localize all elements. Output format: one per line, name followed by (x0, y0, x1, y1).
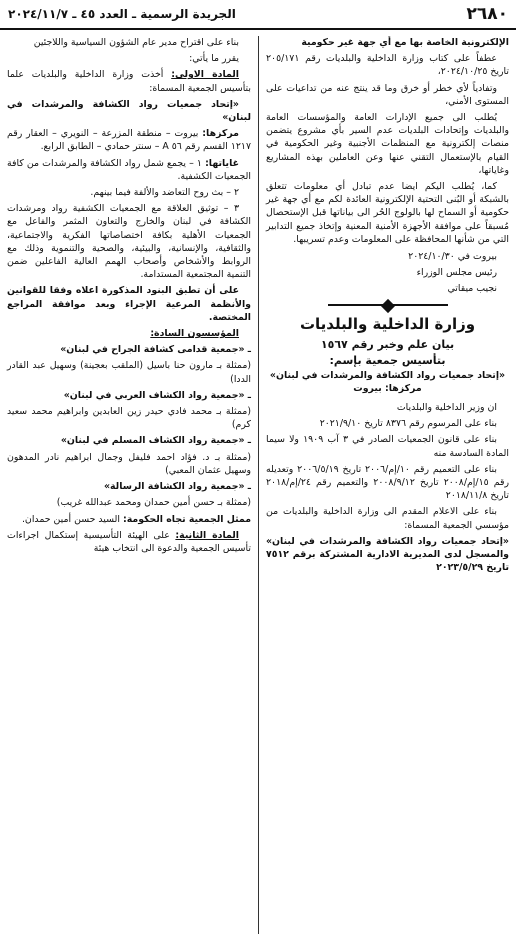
paragraph: بناء على المرسوم رقم ٨٣٧٦ تاريخ ٢٠٢١/٩/١٠ (319, 418, 497, 430)
article-text: أخذت وزارة الداخلية والبلديات علما بتأسيس الجمعية المسماة: (7, 69, 251, 94)
ministry-title: وزارة الداخلية والبلديات (299, 314, 476, 333)
founder-name: ـ «جمعية رواد الكشاف المسلم في لبنان» (60, 435, 251, 447)
founder-name: ـ «جمعية قدامى كشافة الجراح في لبنان» (60, 344, 251, 356)
paragraph: بناء على قانون الجمعيات الصادر في ٣ آب ١٩٠٩ ولا سيما المادة السادسة منه (266, 434, 509, 459)
section-divider (266, 304, 509, 306)
goal-item: ٣ – توثيق العلاقة مع الجمعيات الكشفية رواد ومرشدات الكشافة في لبنان والخارج والتعاون المثمر والفاعل مع الجمعيات الأهلية بكافة اختصاصاتها الفكرية والاجتماعية، والثقافية، والإنسانية، والبيئية، والصحية والتنموية وذلك مع الروابط والأشخاص وأصحاب الهمم العالية الفاعلين ضمن التنمية المجتمعية المستدامة. (7, 203, 251, 281)
issue-line: الجريدة الرسمية ـ العدد ٤٥ ـ ٢٠٢٤/١١/٧ (8, 7, 236, 21)
founders-label: المؤسسون السادة: (150, 328, 239, 340)
association-name: «إتحاد جمعيات رواد الكشافة والمرشدات في لبنان» مركزها: بيروت (269, 369, 506, 394)
goal-item: ١ – يجمع شمل رواد الكشافة والمرشدات من كافة الجمعيات الكشفية. (7, 157, 251, 182)
hq-text: بيروت – منطقة المزرعة – النويري – العقار رقم ١٢١٧ القسم رقم ٥٦ A – سنتر حمادي – الطابق الرابع. (7, 128, 251, 153)
founder-rep: (ممثلة بـ مارون حنا باسيل (الملقب بعجينة) وسهيل عبد القادر الددا) (7, 360, 251, 385)
paragraph: «إتحاد جمعيات رواد الكشافة والمرشدات في لبنان» والمسجل لدى المديرية الادارية المشتركة برقم ٧٥١٢ تاريخ ٢٠٢٣/٥/٢٩ (266, 535, 509, 574)
headquarters (7, 127, 251, 153)
goals (7, 157, 251, 183)
left-column (0, 36, 258, 934)
gov-rep-text: السيد حسن أمين حمدان. (21, 513, 120, 525)
page-header (0, 0, 516, 30)
date-line: بيروت في ٢٠٢٤/١٠/٣٠ (408, 251, 497, 263)
article-label: المادة الاولى: (171, 69, 239, 81)
section-heading: الإلكترونية الخاصة بها مع أي جهة غير حكومية (301, 37, 509, 48)
article-1 (7, 68, 251, 94)
paragraph: يُطلب الى جميع الإدارات العامة والمؤسسات العامة والبلديات وإتحادات البلديات عدم السير بأي مشروع يتضمن منصات إلكترونية مع المنظمات الأجنبية وغير الحكومية في القيام بالإستعمال التقني عنها وعن العاملين بهذه المشاريع وغاياتها، (266, 112, 509, 176)
hq-label: مركزها: (202, 128, 239, 140)
paragraph: وتفادياً لأي خطر أو خرق وما قد ينتج عنه من تداعيات على المستوى الأمني، (266, 82, 509, 107)
founder-rep: (ممثلة بـ د. فؤاد احمد فليفل وجمال ابراهيم نادر المدهون وسهيل عثمان المعبي) (7, 451, 251, 476)
founder-rep: (ممثلة بـ محمد فادي حيدر زين العابدين وابراهيم محمد سعيد كرم) (7, 406, 251, 431)
paragraph: عطفاً على كتاب وزارة الداخلية والبلديات رقم ٢٠٥/١٧١ تاريخ ٢٠٢٤/١٠/٢٥، (266, 53, 509, 78)
association-name: «إتحاد جمعيات رواد الكشافة والمرشدات في لبنان» (7, 98, 251, 124)
paragraph: بناء على اقتراح مدير عام الشؤون السياسية واللاجئين (33, 37, 239, 48)
right-column (258, 36, 516, 934)
goals-label: غاياتها: (205, 157, 240, 169)
statement-title: بيان علم وخبر رقم ١٥٦٧ (320, 337, 455, 351)
condition-clause: على أن تطبق البنود المذكورة اعلاه وفقا للقوانين والأنظمة المرعية الإجراء وبعد موافقة المراجع المختصة. (7, 285, 251, 323)
paragraph: كما، يُطلب اليكم ايضا عدم تبادل أي معلومات تتعلق بالشبكة أو البُنى التحتية الإلكترونية العائدة لكم مع أي جهة غير حكومية أو السماح لها بالولوج الحُر الى بياناتها قبل الإستحصال مُسبقاً على موافقة الأجهزة الأمنية المعنية وإتخاذ جميع التدابير التي من شأنها المحافظة على المعلومات وعدم تسريبها. (266, 181, 509, 245)
paragraph: ان وزير الداخلية والبلديات (396, 402, 497, 414)
founder-name: ـ «جمعية رواد الكشافة الرسالة» (103, 481, 251, 493)
paragraph: بناء على الاعلام المقدم الى وزارة الداخلية والبلديات من مؤسسي الجمعية المسماة: (266, 506, 509, 531)
signatory-title: رئيس مجلس الوزراء (416, 267, 497, 279)
page-number: ٢٦٨٠ (466, 4, 508, 24)
content-columns (0, 36, 516, 934)
article-label: المادة الثانية: (175, 529, 239, 541)
article-text: على الهيئة التأسيسية إستكمال اجراءات تأسيس الجمعية والدعوة الى انتخاب هيئة (7, 529, 251, 554)
paragraph: يقرر ما يأتي: (189, 53, 239, 65)
government-representative (7, 513, 251, 526)
signatory-name: نجيب ميقاتي (447, 283, 497, 295)
statement-subtitle: بتأسيس جمعية بإسم: (329, 353, 446, 367)
founder-name: ـ «جمعية رواد الكشاف العربي في لبنان» (63, 389, 251, 401)
goal-item: ٢ – بث روح التعاضد والألفة فيما بينهم. (90, 187, 239, 199)
paragraph: بناء على التعميم رقم ١٠/إم/٢٠٠٦ تاريخ ٢٠٠٦/٥/١٩ وتعديله رقم ١٥/إم/٢٠٠٨ تاريخ ٢٠٠٨/٩/١٢ والتعميم رقم ٢٤/إم/٢٠١٨ تاريخ ٢٠١٨/١١/٨ (266, 463, 509, 502)
founder-rep: (ممثلة بـ حسن أمين حمدان ومحمد عبدالله غريب) (56, 497, 251, 509)
gov-rep-label: ممثل الجمعية تجاه الحكومة: (122, 513, 251, 525)
article-2 (7, 529, 251, 555)
